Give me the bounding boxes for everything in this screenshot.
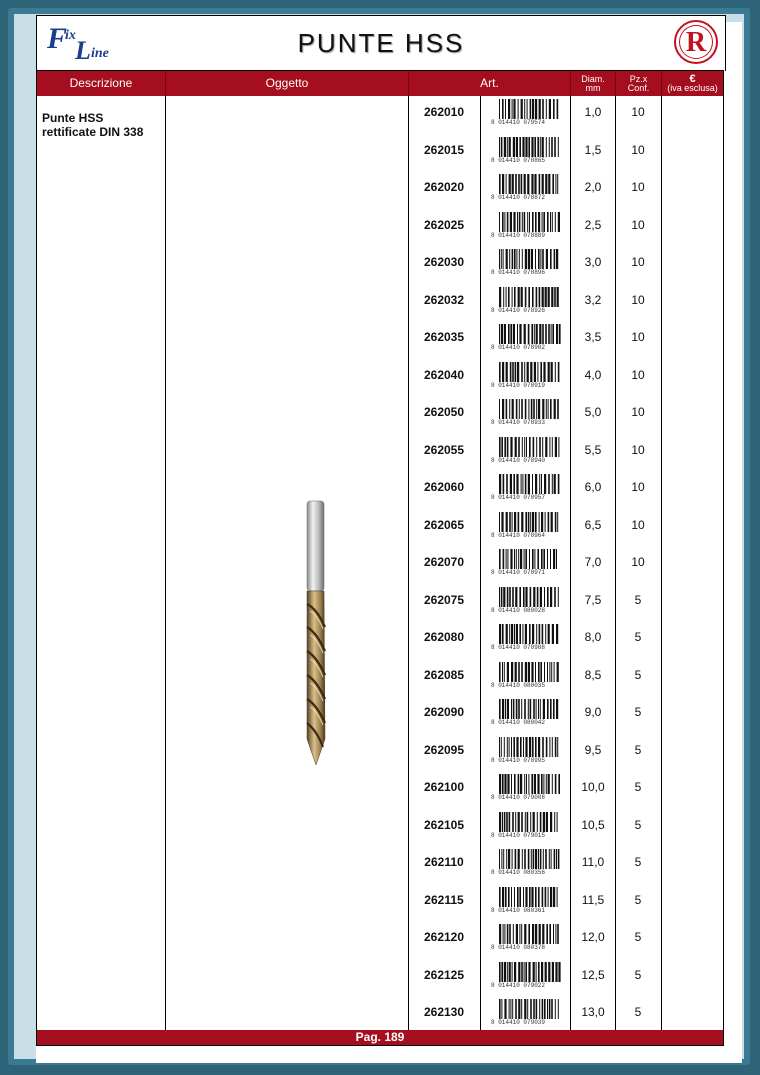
barcode-number: 8 014410 078902 (491, 344, 546, 351)
pack-quantity: 10 (631, 255, 645, 269)
table-row (37, 134, 723, 172)
pack-quantity: 5 (634, 592, 642, 607)
barcode (491, 137, 561, 165)
article-code: 262025 (423, 217, 465, 232)
article-code: 262040 (423, 367, 465, 382)
pack-quantity: 5 (634, 780, 642, 794)
pack-quantity: 10 (631, 442, 645, 457)
article-code: 262085 (423, 667, 465, 682)
diameter-value: 7,5 (584, 592, 602, 607)
article-code: 262110 (424, 855, 464, 869)
article-code: 262070 (423, 555, 465, 569)
product-table (36, 70, 724, 1046)
pack-quantity: 5 (634, 930, 642, 944)
diameter-value: 11,0 (581, 855, 605, 869)
barcode (491, 737, 561, 765)
barcode-number: 8 014410 080035 (491, 681, 546, 689)
col-header-price (662, 71, 723, 96)
diameter-value: 5,5 (584, 442, 602, 457)
col-header-art: Art. (480, 76, 499, 90)
barcode-number: 8 014410 078995 (491, 756, 546, 764)
table-row (37, 809, 723, 847)
table-row (37, 959, 723, 997)
pack-quantity: 10 (631, 105, 645, 119)
table-row (37, 509, 723, 547)
diameter-value: 6,5 (584, 517, 602, 532)
pack-quantity: 10 (631, 330, 645, 344)
pack-quantity: 5 (634, 630, 642, 644)
pack-quantity: 10 (631, 180, 645, 194)
barcode-number: 8 014410 078940 (491, 456, 546, 464)
diameter-value: 12,5 (581, 967, 605, 982)
barcode (491, 774, 561, 802)
barcode-number: 8 014410 078865 (491, 156, 546, 164)
pack-quantity: 5 (634, 817, 642, 832)
diameter-value: 11,5 (581, 892, 605, 907)
barcode (491, 174, 561, 202)
article-code: 262015 (423, 142, 465, 157)
pack-quantity: 5 (634, 892, 642, 907)
pack-quantity: 10 (631, 405, 645, 419)
diameter-value: 2,0 (584, 180, 602, 194)
barcode-number: 8 014410 080028 (491, 606, 546, 614)
col-header-diam (571, 71, 615, 96)
barcode-number: 8 014410 080042 (491, 719, 546, 726)
table-row (37, 734, 723, 772)
barcode (491, 324, 561, 352)
pack-quantity: 5 (634, 705, 642, 719)
table-row (37, 846, 723, 884)
diameter-value: 12,0 (581, 930, 605, 944)
table-row (37, 96, 723, 134)
barcode (491, 362, 561, 390)
pack-quantity: 5 (634, 667, 642, 682)
barcode-number: 8 014410 079008 (491, 794, 546, 801)
barcode (491, 512, 561, 540)
article-code: 262010 (423, 105, 465, 119)
table-row (37, 584, 723, 622)
barcode (491, 399, 561, 427)
diameter-value: 2,5 (584, 217, 602, 232)
barcode-number: 8 014410 078872 (491, 194, 546, 201)
diameter-value: 10,5 (581, 817, 605, 832)
pack-quantity: 10 (631, 517, 645, 532)
article-code: 262075 (423, 592, 465, 607)
barcode-number: 8 014410 079039 (491, 1019, 546, 1026)
table-row (37, 621, 723, 659)
diameter-value: 10,0 (581, 780, 605, 794)
col-header-diam-l1: Diam. (581, 73, 605, 84)
barcode (491, 812, 561, 840)
table-row (37, 771, 723, 809)
barcode (491, 212, 561, 240)
diameter-value: 1,0 (584, 105, 602, 119)
pack-quantity: 5 (634, 967, 642, 982)
article-code: 262105 (423, 817, 465, 832)
table-row (37, 996, 723, 1034)
col-header-diam-l2: mm (585, 82, 601, 93)
diameter-value: 8,5 (584, 667, 602, 682)
col-header-pz-l1: Pz.x (629, 73, 648, 84)
article-code: 262035 (423, 330, 465, 344)
diameter-value: 8,0 (584, 630, 602, 644)
pack-quantity: 10 (631, 480, 645, 494)
article-code: 262032 (423, 292, 465, 307)
barcode (491, 962, 561, 990)
barcode (491, 474, 561, 502)
table-row (37, 696, 723, 734)
article-code: 262020 (423, 180, 465, 194)
article-code: 262055 (423, 442, 465, 457)
barcode (491, 887, 561, 915)
article-code: 262115 (424, 892, 464, 907)
barcode-number: 8 014410 078964 (491, 531, 546, 539)
table-row (37, 209, 723, 247)
diameter-value: 7,0 (584, 555, 602, 569)
article-code: 262130 (423, 1005, 465, 1019)
diameter-value: 6,0 (584, 480, 602, 494)
barcode-number: 8 014410 079574 (491, 119, 546, 126)
diameter-value: 3,2 (584, 292, 602, 307)
barcode (491, 999, 561, 1027)
article-code: 262080 (423, 630, 465, 644)
table-row (37, 396, 723, 434)
article-code: 262050 (423, 405, 465, 419)
col-header-price-l1: € (689, 72, 696, 85)
table-row (37, 659, 723, 697)
pack-quantity: 10 (631, 292, 645, 307)
table-row (37, 321, 723, 359)
table-row (37, 246, 723, 284)
diameter-value: 13,0 (581, 1005, 605, 1019)
barcode (491, 437, 561, 465)
diameter-value: 3,0 (584, 255, 602, 269)
diameter-value: 3,5 (584, 330, 602, 344)
article-code: 262120 (423, 930, 465, 944)
article-code: 262090 (423, 705, 465, 719)
barcode-number: 8 014410 078896 (491, 269, 546, 276)
barcode-number: 8 014410 080361 (491, 906, 546, 914)
barcode-number: 8 014410 080356 (491, 869, 546, 876)
product-description-line1: Punte HSS (42, 111, 104, 125)
diameter-value: 4,0 (584, 367, 602, 382)
pack-quantity: 10 (631, 217, 645, 232)
barcode (491, 624, 561, 652)
barcode-number: 8 014410 078971 (491, 569, 546, 576)
article-code: 262100 (423, 780, 465, 794)
table-row (37, 359, 723, 397)
article-code: 262125 (423, 967, 465, 982)
table-row (37, 921, 723, 959)
diameter-value: 5,0 (584, 405, 602, 419)
article-code: 262030 (423, 255, 465, 269)
barcode (491, 249, 561, 277)
diameter-value: 9,5 (584, 742, 602, 757)
diameter-value: 1,5 (584, 142, 602, 157)
page-title: PUNTE HSS (297, 28, 465, 58)
table-row (37, 171, 723, 209)
table-row (37, 546, 723, 584)
table-row (37, 471, 723, 509)
product-description-line2: rettificate DIN 338 (42, 125, 144, 139)
barcode (491, 699, 561, 727)
col-header-oggetto: Oggetto (265, 76, 309, 90)
barcode (491, 99, 561, 127)
table-row (37, 884, 723, 922)
barcode (491, 924, 561, 952)
article-code: 262060 (423, 480, 465, 494)
page-header (36, 15, 726, 71)
pack-quantity: 10 (631, 367, 645, 382)
barcode-number: 8 014410 079022 (491, 981, 546, 989)
col-header-pz-l2: Conf. (627, 82, 650, 93)
barcode-number: 8 014410 078957 (491, 494, 546, 501)
col-header-price-l2: (iva esclusa) (667, 82, 718, 93)
article-code: 262065 (423, 517, 465, 532)
pack-quantity: 5 (634, 855, 642, 869)
barcode (491, 549, 561, 577)
barcode-number: 8 014410 078988 (491, 644, 546, 651)
barcode (491, 587, 561, 615)
fixline-logo: F ix L ine (47, 22, 109, 65)
barcode-number: 8 014410 078926 (491, 306, 546, 314)
article-code: 262095 (423, 742, 465, 757)
page-footer: Pag. 189 (37, 1030, 723, 1045)
barcode-number: 8 014410 080378 (491, 944, 546, 951)
barcode (491, 849, 561, 877)
barcode (491, 287, 561, 315)
barcode-number: 8 014410 079015 (491, 831, 546, 839)
table-row (37, 434, 723, 472)
brand-r-logo (674, 20, 718, 64)
brand-r-letter: R (685, 27, 707, 58)
barcode-number: 8 014410 078933 (491, 419, 546, 426)
pack-quantity: 5 (634, 1005, 642, 1019)
barcode-number: 8 014410 078889 (491, 231, 546, 239)
barcode (491, 662, 561, 690)
col-header-pz (616, 71, 661, 96)
barcode-number: 8 014410 078919 (491, 381, 546, 389)
table-row (37, 284, 723, 322)
pack-quantity: 5 (634, 742, 642, 757)
diameter-value: 9,0 (584, 705, 602, 719)
pack-quantity: 10 (631, 555, 645, 569)
col-header-descrizione: Descrizione (69, 76, 133, 90)
pack-quantity: 10 (631, 142, 645, 157)
table-header (37, 71, 723, 96)
